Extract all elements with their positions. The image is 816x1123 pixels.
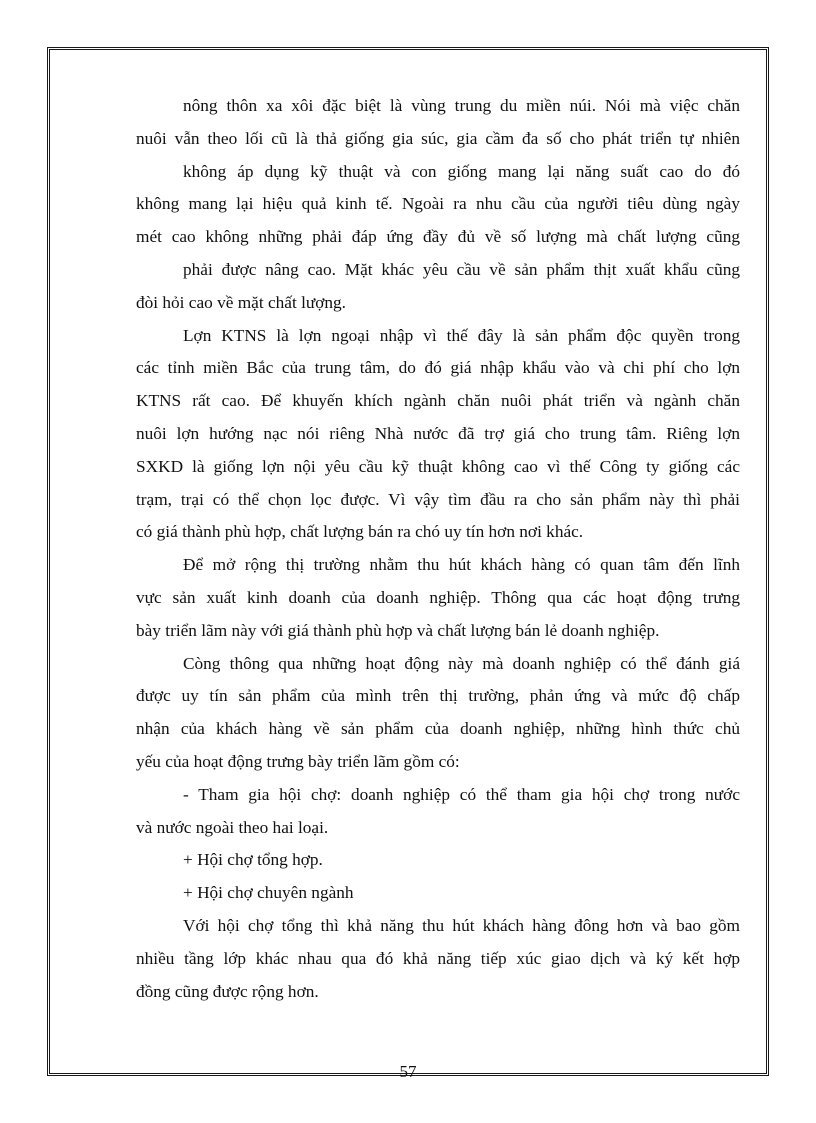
- text-line: không áp dụng kỹ thuật và con giống mang lại năng suất cao do đó: [183, 161, 740, 181]
- text-line: bày triển lãm này với giá thành phù hợp và chất lượng bán lẻ doanh nghiệp.: [136, 620, 660, 640]
- text-line: - Tham gia hội chợ: doanh nghiệp có thể tham gia hội chợ trong nước: [183, 784, 740, 804]
- document-body: [136, 90, 740, 1008]
- text-line: nhiều tầng lớp khác nhau qua đó khả năng tiếp xúc giao dịch và ký kết hợp: [136, 948, 740, 968]
- text-line: được uy tín sản phẩm của mình trên thị trường, phản ứng và mức độ chấp: [136, 686, 740, 706]
- text-line: các tỉnh miền Bắc của trung tâm, do đó giá nhập khẩu vào và chi phí cho lợn: [136, 358, 740, 378]
- text-line: đòi hỏi cao về mặt chất lượng.: [136, 292, 346, 312]
- text-line: trạm, trại có thể chọn lọc được. Vì vậy tìm đầu ra cho sản phẩm này thì phải: [136, 489, 740, 509]
- text-line: đồng cũng được rộng hơn.: [136, 981, 319, 1001]
- text-line: SXKD là giống lợn nội yêu cầu kỹ thuật không cao vì thế Công ty giống các: [136, 456, 740, 476]
- text-line: KTNS rất cao. Để khuyến khích ngành chăn nuôi phát triển và ngành chăn: [136, 391, 740, 411]
- text-line: + Hội chợ chuyên ngành: [183, 883, 354, 903]
- text-line: nuôi lợn hướng nạc nói riêng Nhà nước đã trợ giá cho trung tâm. Riêng lợn: [136, 423, 740, 443]
- page-number: 57: [399, 1062, 417, 1081]
- text-line: Để mở rộng thị trường nhằm thu hút khách hàng có quan tâm đến lĩnh: [183, 555, 740, 575]
- text-line: nhận của khách hàng về sản phẩm của doanh nghiệp, những hình thức chủ: [136, 719, 740, 739]
- text-line: Lợn KTNS là lợn ngoại nhập vì thế đây là sản phẩm độc quyền trong: [183, 325, 740, 345]
- text-line: phải được nâng cao. Mặt khác yêu cầu về sản phẩm thịt xuất khẩu cũng: [183, 259, 740, 279]
- text-line: + Hội chợ tổng hợp.: [183, 850, 323, 870]
- text-line: yếu của hoạt động trưng bày triển lãm gồm có:: [136, 751, 460, 771]
- text-line: có giá thành phù hợp, chất lượng bán ra chó uy tín hơn nơi khác.: [136, 522, 584, 542]
- text-line: mét cao không những phải đáp ứng đầy đủ về số lượng mà chất lượng cũng: [136, 227, 740, 247]
- text-line: và nước ngoài theo hai loại.: [136, 817, 329, 837]
- text-line: không mang lại hiệu quả kinh tế. Ngoài ra nhu cầu của người tiêu dùng ngày: [136, 194, 740, 214]
- text-line: nông thôn xa xôi đặc biệt là vùng trung du miền núi. Nói mà việc chăn: [183, 96, 740, 115]
- text-line: nuôi vẫn theo lối cũ là thả giống gia súc, gia cầm đa số cho phát triển tự nhiên: [136, 128, 740, 148]
- text-line: vực sản xuất kinh doanh của doanh nghiệp. Thông qua các hoạt động trưng: [136, 587, 740, 607]
- text-line: Còng thông qua những hoạt động này mà doanh nghiệp có thể đánh giá: [183, 653, 740, 673]
- text-line: Với hội chợ tổng thì khả năng thu hút khách hàng đông hơn và bao gồm: [183, 915, 740, 935]
